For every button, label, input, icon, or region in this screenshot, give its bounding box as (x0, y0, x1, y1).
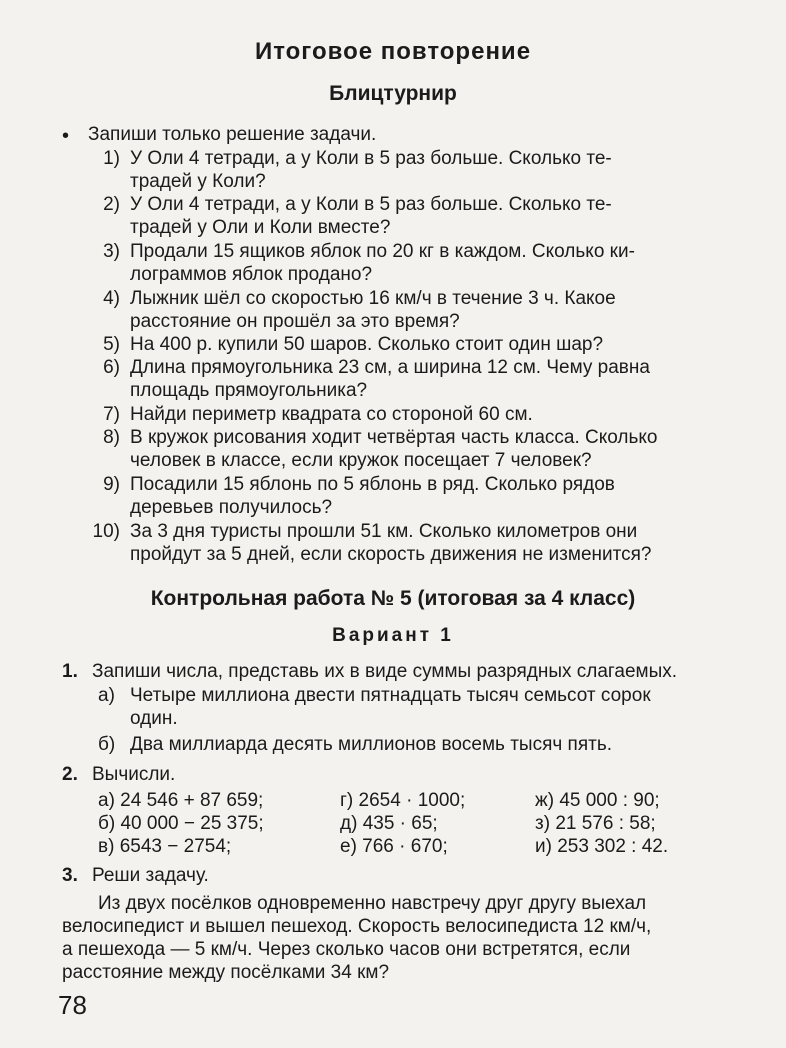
problem-text: расстояние между посёлками 34 км? (62, 962, 390, 983)
task-text: Длина прямоугольника 23 см, а ширина 12 см. Чему равна (130, 357, 650, 378)
task-number: 9) (103, 474, 120, 495)
expression: в) 6543 − 2754; (98, 836, 232, 857)
task-text: У Оли 4 тетради, а у Коли в 5 раз больше. Сколько те- (130, 194, 612, 215)
task-number: 4) (103, 288, 120, 309)
task-number: 3) (103, 241, 120, 262)
item-text: Четыре миллиона двести пятнадцать тысяч семьсот сорок (130, 685, 651, 706)
expression: ж) 45 000 : 90; (535, 790, 660, 811)
task-text: Найди периметр квадрата со стороной 60 см. (130, 404, 533, 425)
expression: з) 21 576 : 58; (535, 813, 656, 834)
question-number: 2. (62, 764, 78, 785)
expression: е) 766 · 670; (340, 836, 448, 857)
task-number: 7) (103, 404, 120, 425)
page-title: Итоговое повторение (254, 38, 532, 65)
task-text: У Оли 4 тетради, а у Коли в 5 раз больше. Сколько те- (130, 148, 612, 169)
problem-text: Из двух посёлков одновременно навстречу друг другу выехал (98, 893, 647, 914)
task-number: 10) (92, 521, 120, 542)
expression: д) 435 · 65; (340, 813, 438, 834)
problem-text: велосипедист и вышел пешеход. Скорость велосипедиста 12 км/ч, (62, 916, 652, 937)
task-number: 2) (103, 194, 120, 215)
question-text: Вычисли. (92, 764, 176, 785)
task-text: За 3 дня туристы прошли 51 км. Сколько километров они (130, 521, 638, 542)
task-text: На 400 р. купили 50 шаров. Сколько стоит один шар? (130, 334, 604, 355)
item-text: Два миллиарда десять миллионов восемь тысяч пять. (130, 734, 613, 755)
control-work-title: Контрольная работа № 5 (итоговая за 4 класс) (150, 587, 636, 610)
task-text: лограммов яблок продано? (130, 264, 373, 285)
item-label: б) (98, 734, 116, 755)
task-number: 8) (103, 427, 120, 448)
item-text: один. (130, 708, 178, 729)
task-text: В кружок рисования ходит четвёртая часть класса. Сколько (130, 427, 658, 448)
task-text: площадь прямоугольника? (130, 380, 368, 401)
task-text: Лыжник шёл со скоростью 16 км/ч в течение 3 ч. Какое (130, 288, 616, 309)
task-number: 6) (103, 357, 120, 378)
task-text: расстояние он прошёл за это время? (130, 311, 460, 332)
question-text: Запиши числа, представь их в виде суммы разрядных слагаемых. (92, 661, 678, 682)
expression: б) 40 000 − 25 375; (98, 813, 264, 834)
question-number: 1. (62, 661, 78, 682)
task-number: 5) (103, 334, 120, 355)
expression: г) 2654 · 1000; (340, 790, 466, 811)
task-text: Посадили 15 яблонь по 5 яблонь в ряд. Сколько рядов (130, 474, 615, 495)
task-text: традей у Оли и Коли вместе? (130, 217, 391, 238)
task-text: традей у Коли? (130, 171, 266, 192)
page-number: 78 (58, 990, 87, 1020)
section-subtitle: Блицтурнир (329, 82, 457, 105)
question-number: 3. (62, 865, 78, 886)
task-text: Продали 15 ящиков яблок по 20 кг в каждом. Сколько ки- (130, 241, 635, 262)
item-label: а) (98, 685, 115, 706)
bullet-icon: • (62, 125, 70, 147)
task-text: пройдут за 5 дней, если скорость движения не изменится? (130, 544, 652, 565)
expression: и) 253 302 : 42. (535, 836, 669, 857)
blitz-instruction: Запиши только решение задачи. (88, 124, 377, 145)
task-number: 1) (103, 148, 120, 169)
task-text: человек в классе, если кружок посещает 7 человек? (130, 450, 592, 471)
variant-title: Вариант 1 (332, 625, 454, 646)
question-text: Реши задачу. (92, 865, 209, 886)
problem-text: а пешехода — 5 км/ч. Через сколько часов они встретятся, если (62, 939, 631, 960)
expression: а) 24 546 + 87 659; (98, 790, 264, 811)
task-text: деревьев получилось? (130, 497, 333, 518)
